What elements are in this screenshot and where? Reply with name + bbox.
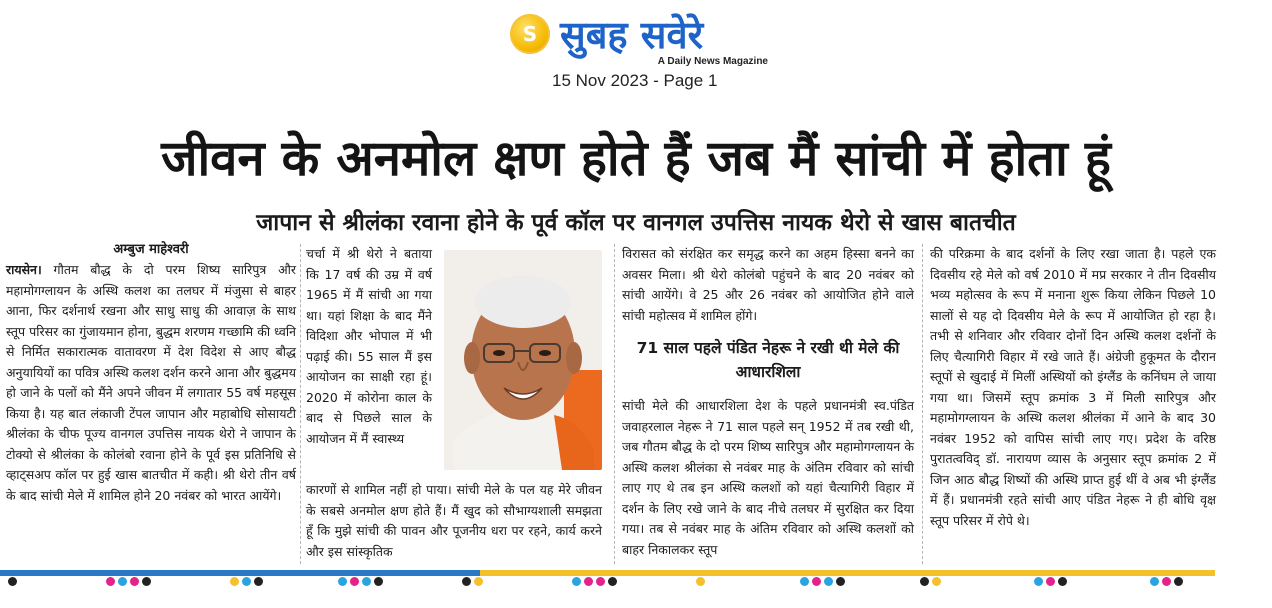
registration-dot	[608, 577, 617, 586]
byline: अम्बुज माहेश्वरी	[113, 242, 189, 257]
article-text-col3a: विरासत को संरक्षित कर समृद्ध करने का अहम हिस्सा बनने का अवसर मिला। श्री थेरो कोलंबो पहुंचने के बाद 20 नवंबर को सांची आयेंगे। वे 25 और 26 नवंबर को आयोजित होने वाले सांची महोत्सव में शामिल होंगे।	[622, 246, 914, 323]
registration-dot	[572, 577, 581, 586]
registration-dot	[230, 577, 239, 586]
registration-dot	[1034, 577, 1043, 586]
inner-heading: 71 साल पहले पंडित नेहरू ने रखी थी मेले की आधारशिला	[636, 339, 900, 381]
registration-dot	[362, 577, 371, 586]
edition-date-page: 15 Nov 2023 - Page 1	[552, 71, 718, 90]
registration-dot	[584, 577, 593, 586]
registration-dot	[1058, 577, 1067, 586]
subheadline: जापान से श्रीलंका रवाना होने के पूर्व कॉल पर वानगल उपत्तिस नायक थेरो से खास बातचीत	[256, 210, 1016, 236]
registration-dot	[338, 577, 347, 586]
footer-bar-yellow	[480, 570, 1215, 576]
article-column-3	[622, 244, 914, 560]
registration-dot	[1174, 577, 1183, 586]
registration-dot	[374, 577, 383, 586]
masthead	[500, 8, 780, 98]
monk-portrait-photo	[444, 250, 602, 470]
logo-text: सुबह सवेरे	[560, 13, 704, 57]
article-text-col4: की परिक्रमा के बाद दर्शनों के लिए रखा जाता है। पहले एक दिवसीय रहे मेले को वर्ष 2010 में मप्र सरकार ने तीन दिवसीय भव्य महोत्सव के रूप में मनाना शुरू किया लेकिन पिछले 10 सालों से यह दो दिवसीय मेले के रूप में आयोजित हो रहा है। तभी से शनिवार और रविवार दोनों दिन अस्थि कलश दर्शनों के लिए चैत्यागिरी विहार में रखे जाते हैं। अंग्रेजी हुकूमत के दौरान स्तूपों से खुदाई में मिलीं अस्थियों को इंग्लैंड के कनिंघम ले जाया गया था। जिसमें स्तूप क्रमांक 3 में मिली सारिपुत्र और महामोगग्लायन के अस्थि कलश श्रीलंका में आने के बाद 30 नवंबर 1952 को वापिस सांची लाए गए। प्रदेश के वरिष्ठ पुरातत्वविद् डॉ. नारायण व्यास के अनुसार स्तूप क्रमांक 2 में जिन आठ बौद्ध शिष्यों की अस्थि प्राप्त हुई थीं वे अब भी इंग्लैंड में हैं। प्रधानमंत्री रहते सांची आए पंडित नेहरू ने ही बोधि वृक्ष स्तूप परिसर में रोपे थे।	[930, 246, 1216, 528]
article-column-4	[930, 244, 1216, 531]
registration-dot	[474, 577, 483, 586]
article-text-col2: चर्चा में श्री थेरो ने बताया कि 17 वर्ष की उम्र में वर्ष 1965 में मैं सांची आ गया था। यहां शिक्षा के बाद मैंने विदिशा और भोपाल में भी पढ़ाई की। 55 साल मैं इस आयोजन का साक्षी रहा हूं। 2020 में कोरोना काल के बाद से पिछले साल के आयोजन में मैं स्वास्थ्य	[306, 246, 432, 446]
logo-coin-icon: S	[510, 14, 550, 54]
article-text-col1: गौतम बौद्ध के दो परम शिष्य सारिपुत्र और महामोगग्लायन के अस्थि कलश का तलघर में मंजुसा से बाहर आना, फिर दर्शनार्थ रखना और साधु साधु की आवाज़ के साथ स्तूप परिसर का गुंजायमान होना, बुद्धम शरणम गच्छामि की ध्वनि से निर्मित सकारात्मक वातावरण में देश विदेश से आए बौद्ध अनुयायियों का पवित्र अस्थि कलश दर्शन करने आना और बुद्धमय हो जाने के पलों को मैंने अपने जीवन में लगातार 55 वर्ष महसूस किया है। यह बात लंकाजी टेंपल जापान और महाबोधि सोसायटी श्रीलंका के चीफ पूज्य वानगल उपत्तिस नायक थेरो ने जापान के टोक्यो से श्रीलंका के कोलंबो रवाना होने के पूर्व इस प्रतिनिधि से व्हाट्सअप कॉल पर हुई खास बातचीत में कही। श्री थेरो तीन वर्ष के बाद सांची मेले में शामिल होने 20 नवंबर को भारत आयेंगे।	[6, 262, 296, 503]
registration-dot	[696, 577, 705, 586]
registration-dots	[0, 577, 1272, 589]
article-text-col3b: सांची मेले की आधारशिला देश के पहले प्रधानमंत्री स्व.पंडित जवाहरलाल नेहरू ने 71 साल पहले सन् 1952 में तब रखी थी, जब गौतम बौद्ध के दो परम शिष्य सारिपुत्र और महामोगग्लायन के अस्थि कलश श्रीलंका से नवंबर माह के अंतिम रविवार को सांची लाए गए थे तब इन अस्थि कलशों को यहां चैत्यागिरी विहार में दर्शन के लिए रखे जाने के बाद नीचे तलघर में सुरक्षित कर दिया गया। तब से नवंबर माह के अंतिम रविवार को अस्थि कलशों को बाहर निकालकर स्तूप	[622, 398, 914, 557]
registration-dot	[462, 577, 471, 586]
article-column-2	[306, 244, 432, 449]
registration-dot	[142, 577, 151, 586]
registration-dot	[596, 577, 605, 586]
registration-dot	[118, 577, 127, 586]
registration-dot	[1162, 577, 1171, 586]
column-divider	[300, 244, 301, 564]
column-divider	[922, 244, 923, 564]
registration-dot	[824, 577, 833, 586]
column-divider	[614, 244, 615, 564]
registration-dot	[932, 577, 941, 586]
article-text-col2b: कारणों से शामिल नहीं हो पाया। सांची मेले के पल यह मेरे जीवन के सबसे अनमोल क्षण होते हैं। मैं खुद को सौभाग्यशाली समझता हूँ कि मुझे सांची की पावन और पूजनीय धरा पर रहने, कार्य करने और इस सांस्कृतिक	[306, 482, 602, 559]
footer-color-bar	[0, 568, 1272, 608]
registration-dot	[1150, 577, 1159, 586]
registration-dot	[836, 577, 845, 586]
registration-dot	[130, 577, 139, 586]
dateline: रायसेन।	[6, 262, 42, 277]
registration-dot	[812, 577, 821, 586]
registration-dot	[254, 577, 263, 586]
registration-dot	[242, 577, 251, 586]
article-column-1	[6, 240, 296, 506]
headline: जीवन के अनमोल क्षण होते हैं जब मैं सांची में होता हूं	[161, 130, 1111, 187]
registration-dot	[106, 577, 115, 586]
registration-dot	[8, 577, 17, 586]
footer-bar-blue	[0, 570, 480, 576]
article-column-2-bottom	[306, 480, 602, 562]
registration-dot	[350, 577, 359, 586]
logo-tagline: A Daily News Magazine	[657, 56, 768, 67]
registration-dot	[920, 577, 929, 586]
registration-dot	[1046, 577, 1055, 586]
registration-dot	[800, 577, 809, 586]
